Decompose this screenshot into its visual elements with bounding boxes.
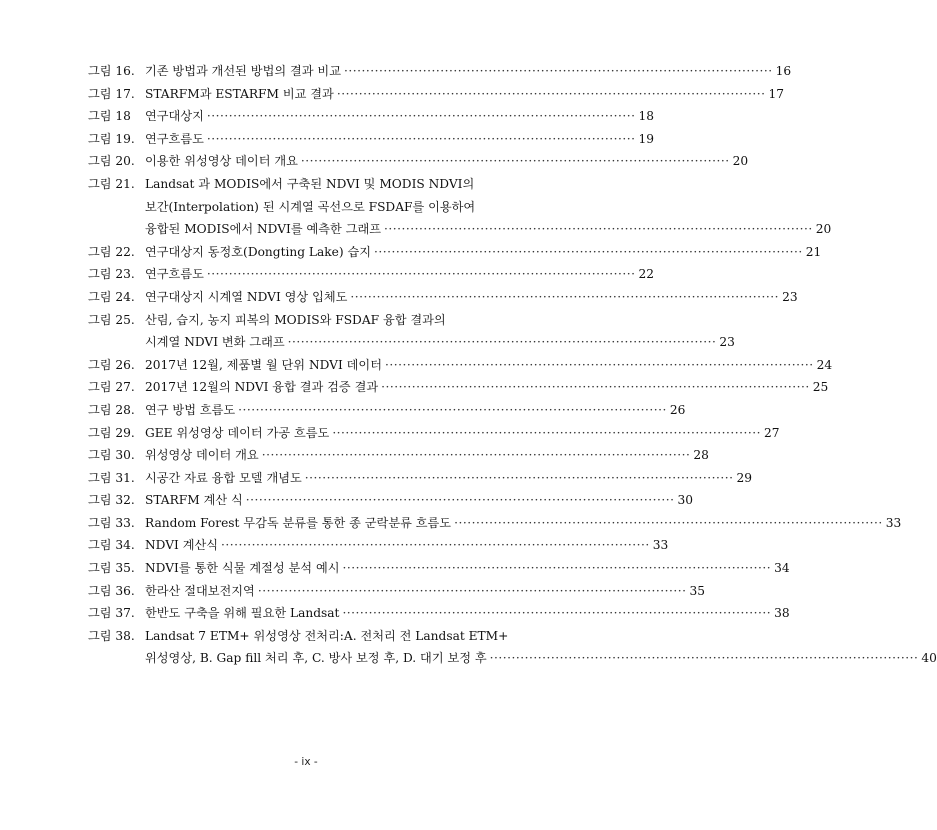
dot-leader: [337, 83, 766, 106]
page-ref: 23: [719, 335, 735, 350]
toc-entry: [88, 105, 655, 128]
figure-label: 그림 16.: [88, 64, 135, 78]
figure-label: 그림 17.: [88, 86, 135, 101]
figure-title-line: NDVI 계산식: [145, 538, 219, 553]
figure-title-line: 한라산 절대보전지역: [145, 583, 255, 598]
figure-title-line: 2017년 12월, 제품별 월 단위 NDVI 데이터: [145, 357, 382, 372]
figure-label: 그림 20.: [88, 154, 135, 169]
dot-leader: [246, 489, 675, 512]
figure-title-line: 2017년 12월의 NDVI 융합 결과 검증 결과: [145, 380, 379, 395]
figure-label: 그림 21.: [88, 176, 135, 191]
page-ref: 33: [885, 515, 902, 530]
figure-label: 그림 34.: [88, 538, 135, 553]
figure-label: 그림 19.: [88, 131, 135, 146]
toc-entry: [88, 422, 780, 445]
page-ref: 34: [774, 561, 790, 576]
dot-leader: [350, 286, 779, 309]
toc-entry: [88, 602, 790, 625]
page-ref: 19: [638, 131, 655, 146]
figure-title-line: 연구흐름도: [145, 267, 204, 282]
toc-entry: [88, 534, 669, 557]
figure-title-line: 시공간 자료 융합 모델 개념도: [145, 470, 302, 485]
page-ref: 29: [736, 470, 752, 485]
figure-list: [88, 60, 937, 670]
toc-entry: [88, 557, 790, 580]
toc-entry: [88, 83, 785, 106]
dot-leader: [207, 128, 636, 151]
figure-title-line: 융합된 MODIS에서 NDVI를 예측한 그래프: [145, 222, 382, 237]
figure-label: 그림 29.: [88, 425, 135, 440]
figure-title-line: 연구대상지: [145, 109, 204, 124]
page-ref: 24: [816, 357, 833, 372]
dot-leader: [301, 150, 730, 173]
figure-title-line: 기존 방법과 개선된 방법의 결과 비교: [145, 64, 341, 78]
dot-leader: [490, 647, 919, 670]
figure-title-line: 시계열 NDVI 변화 그래프: [145, 335, 285, 350]
figure-title-line: 연구대상지 시계열 NDVI 영상 입체도: [145, 289, 348, 304]
figure-label: 그림 27.: [88, 380, 135, 395]
figure-label: 그림 35.: [88, 561, 135, 576]
page-ref: 22: [638, 267, 655, 282]
toc-entry: [88, 309, 735, 354]
figure-label: 그림 31.: [88, 470, 135, 485]
dot-leader: [374, 241, 803, 264]
dot-leader: [454, 512, 883, 535]
toc-entry: [88, 489, 693, 512]
toc-entry: [88, 286, 798, 309]
page-ref: 38: [774, 606, 790, 621]
page-number: - ix -: [294, 756, 318, 768]
toc-entry: [88, 376, 829, 399]
page-ref: 23: [782, 289, 798, 304]
figure-title-line: 이용한 위성영상 데이터 개요: [145, 154, 298, 169]
dot-leader: [385, 354, 814, 377]
figure-title-line: 연구흐름도: [145, 131, 204, 146]
figure-label: 그림 23.: [88, 267, 135, 282]
figure-label: 그림 25.: [88, 312, 135, 327]
toc-entry: [88, 60, 792, 83]
figure-title-line: 보간(Interpolation) 된 시계열 곡선으로 FSDAF를 이용하여: [145, 199, 476, 214]
toc-entry: [88, 625, 937, 670]
figure-title-line: 위성영상, B. Gap fill 처리 후, C. 방사 보정 후, D. 대기 보정 후: [145, 651, 487, 666]
dot-leader: [305, 467, 734, 490]
page-ref: 33: [652, 538, 669, 553]
figure-title-line: Random Forest 무감독 분류를 통한 종 군락분류 흐름도: [145, 515, 452, 530]
page-ref: 20: [732, 154, 749, 169]
dot-leader: [332, 422, 761, 445]
dot-leader: [381, 376, 810, 399]
figure-title-line: 산림, 습지, 농지 피복의 MODIS와 FSDAF 융합 결과의: [145, 312, 446, 327]
figure-label: 그림 28.: [88, 402, 135, 417]
figure-label: 그림 36.: [88, 583, 135, 598]
toc-entry: [88, 150, 749, 173]
dot-leader: [384, 218, 813, 241]
toc-entry: [88, 354, 833, 377]
dot-leader: [207, 263, 636, 286]
toc-entry: [88, 580, 706, 603]
dot-leader: [258, 580, 687, 603]
figure-label: 그림 37.: [88, 606, 135, 621]
figure-label: 그림 18: [88, 109, 131, 124]
page-ref: 20: [815, 222, 832, 237]
figure-title-line: 연구대상지 동정호(Dongting Lake) 습지: [145, 244, 372, 259]
figure-label: 그림 26.: [88, 357, 135, 372]
page-ref: 35: [689, 583, 706, 598]
figure-title-line: 한반도 구축을 위해 필요한 Landsat: [145, 606, 340, 621]
toc-entry: [88, 399, 686, 422]
figure-label: 그림 30.: [88, 448, 135, 463]
page-ref: 40: [921, 651, 937, 666]
figure-label: 그림 33.: [88, 515, 135, 530]
figure-title-line: 연구 방법 흐름도: [145, 402, 236, 417]
dot-leader: [288, 331, 717, 354]
toc-entry: [88, 241, 822, 264]
page-ref: 26: [669, 402, 686, 417]
figure-label: 그림 32.: [88, 493, 135, 508]
toc-entry: [88, 263, 655, 286]
toc-entry: [88, 512, 902, 535]
dot-leader: [221, 534, 650, 557]
figure-title-line: Landsat 과 MODIS에서 구축된 NDVI 및 MODIS NDVI의: [145, 176, 475, 191]
figure-title-line: STARFM과 ESTARFM 비교 결과: [145, 86, 334, 101]
page-ref: 21: [805, 244, 822, 259]
dot-leader: [207, 105, 636, 128]
toc-entry: [88, 173, 832, 241]
dot-leader: [262, 444, 691, 467]
dot-leader: [342, 602, 771, 625]
dot-leader: [344, 60, 773, 83]
figure-label: 그림 24.: [88, 289, 135, 304]
figure-label: 그림 22.: [88, 244, 135, 259]
page-ref: 25: [812, 380, 829, 395]
toc-entry: [88, 444, 709, 467]
figure-title-line: STARFM 계산 식: [145, 493, 243, 508]
figure-title-line: GEE 위성영상 데이터 가공 흐름도: [145, 425, 330, 440]
page-ref: 28: [693, 448, 709, 463]
page-ref: 27: [763, 425, 780, 440]
page-ref: 30: [677, 493, 693, 508]
toc-entry: [88, 467, 752, 490]
page-ref: 18: [638, 109, 655, 124]
toc-entry: [88, 128, 655, 151]
dot-leader: [342, 557, 771, 580]
figure-title-line: Landsat 7 ETM+ 위성영상 전처리:A. 전처리 전 Landsat ETM+: [145, 628, 509, 643]
page-ref: 17: [768, 86, 785, 101]
figure-title-line: NDVI를 통한 식물 계절성 분석 예시: [145, 561, 340, 576]
page-ref: 16: [775, 64, 792, 78]
figure-label: 그림 38.: [88, 628, 135, 643]
dot-leader: [238, 399, 667, 422]
figure-title-line: 위성영상 데이터 개요: [145, 448, 259, 463]
